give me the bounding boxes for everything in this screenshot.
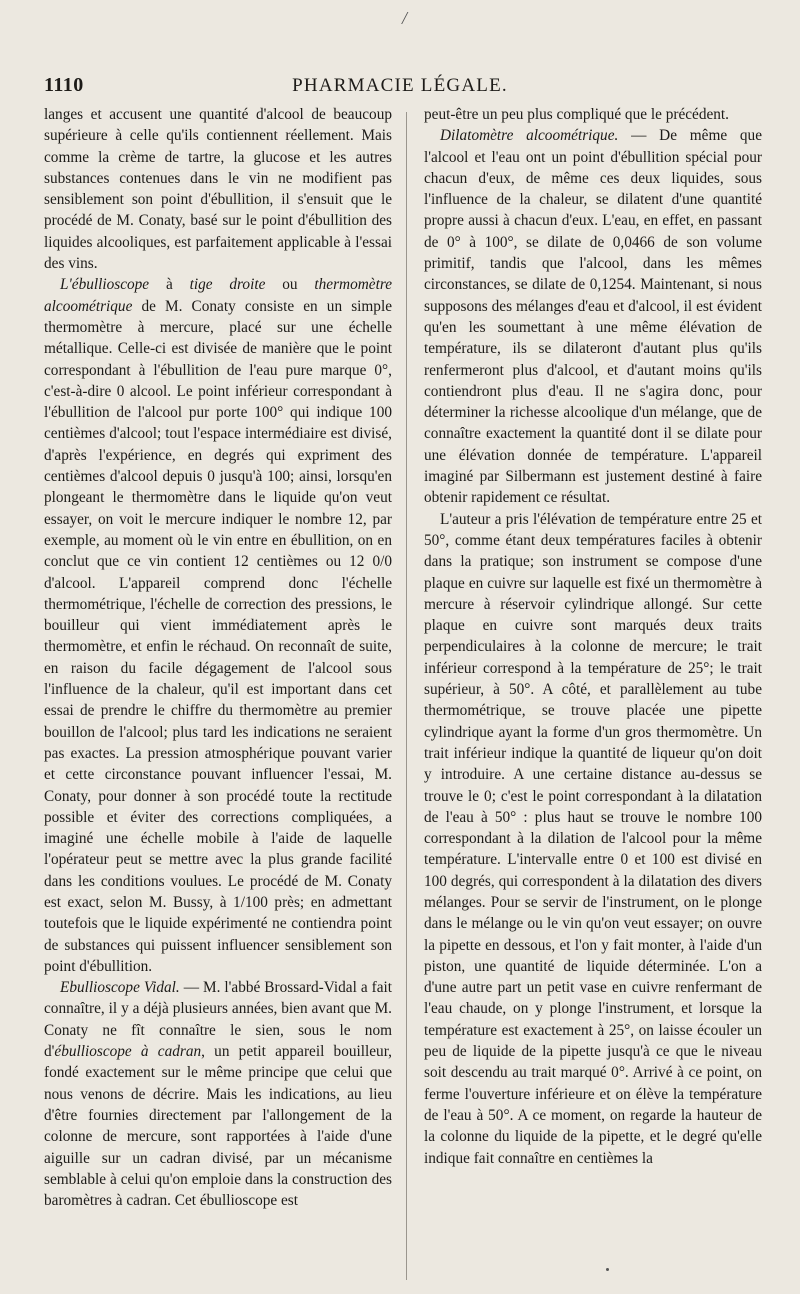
section-heading-ebullioscope-vidal: Ebullioscope Vidal.	[60, 979, 180, 997]
right-paragraph-2: Dilatomètre alcoométrique. — De même que l'alcool et l'eau ont un point d'ébullition spécial pour chacun d'eux, de même ces deux liquides, sous l'influence de la chaleur, se dilatent d'une quantité propre aussi à chacun d'eux. L'eau, en effet, en passant de 0° à 100°, se dilate de 0,0466 de son volume primitif, tandis que l'alcool, dans les mêmes circonstances, se dilate de 0,1254. Maintenant, si nous supposons des mélanges d'eau et d'alcool, il est évident qu'en les soumettant à une même élévation de température, ils se dilateront d'autant plus qu'ils renfermeront plus d'alcool, et d'autant moins qu'ils contiendront plus d'eau. Il ne s'agira donc, pour déterminer la richesse alcoolique d'un mélange, que de connaître exactement la quantité dont il se dilate pour une élévation donnée de température. L'appareil imaginé par Silbermann est justement destiné à faire obtenir rapidement ce résultat.	[424, 127, 762, 507]
right-column	[424, 104, 762, 1280]
term-thermometre-alcoometrique: thermomètre alcoométrique	[44, 276, 392, 315]
top-pen-mark: /	[402, 8, 408, 28]
left-column	[44, 104, 392, 1280]
term-ebullioscope: L'ébullioscope	[60, 276, 150, 294]
running-title: PHARMACIE LÉGALE.	[292, 75, 508, 96]
print-speck	[606, 1268, 609, 1271]
column-divider	[406, 112, 407, 1280]
term-tige-droite: tige droite	[189, 276, 266, 294]
left-paragraph-2: L'ébullioscope à tige droite ou thermomètre alcoométrique de M. Conaty consiste en un simple thermomètre à mercure, placé sur une échelle métallique. Celle-ci est divisée de manière que le point correspondant à l'ébullition de l'eau pure marque 0°, c'est-à-dire 0 alcool. Le point inférieur correspondant à l'ébullition de l'alcool pur porte 100° qui indique 100 centièmes d'alcool; tout l'espace intermédiaire est divisé, d'après l'expérience, en degrés qui expriment des centièmes d'alcool depuis 0 jusqu'à 100; ainsi, lorsqu'en plongeant le thermomètre dans le liquide qu'on veut essayer, on voit le mercure indiquer le nombre 12, par exemple, au moment où le vin entre en ébullition, on en conclut que ce vin contient 12 centièmes ou 12 0/0 d'alcool. L'appareil comprend donc l'échelle thermométrique, l'échelle de correction des pressions, le bouilleur qui vient immédiatement après le thermomètre, et enfin le réchaud. On reconnaît de suite, en raison du facile dégagement de l'alcool sous l'influence de la chaleur, qu'il est important dans cet essai de prendre le chiffre du thermomètre au premier bouillon de l'alcool; plus tard les indications ne seraient pas exactes. La pression atmosphérique pouvant varier et cette circonstance pouvant influencer l'essai, M. Conaty, pour donner à son procédé toute la rectitude possible et éviter des corrections compliquées, a imaginé une échelle mobile à l'aide de laquelle l'opérateur peut se mettre avec la plus grande facilité dans les conditions voulues. Le procédé de M. Conaty est exact, selon M. Bussy, à 1/100 près; en admettant toutefois que le liquide expérimenté ne contiendra point de substances qui puissent influencer sensiblement son point d'ébullition.	[44, 276, 392, 975]
page-header	[44, 74, 756, 102]
right-paragraph-1: peut-être un peu plus compliqué que le précédent.	[424, 106, 729, 123]
left-paragraph-3: Ebullioscope Vidal. — M. l'abbé Brossard-Vidal a fait connaître, il y a déjà plusieurs années, bien avant que M. Conaty ne fît connaître le sien, sous le nom d'ébullioscope à cadran, un petit appareil bouilleur, fondé exactement sur le même principe que celui que nous venons de décrire. Mais les indications, au lieu d'être fournies directement par l'allongement de la colonne de mercure, sont rapportées à l'aide d'une aiguille sur un cadran divisé, par un mécanisme semblable à celui qu'on emploie dans la construction des baromètres à cadran. Cet ébullioscope est	[44, 979, 392, 1210]
right-paragraph-3: L'auteur a pris l'élévation de température entre 25 et 50°, comme étant deux températures faciles à obtenir dans la pratique; son instrument se compose d'une plaque en cuivre sur laquelle est fixé un thermomètre à mercure à réservoir cylindrique allongé. Sur cette plaque en cuivre sont marqués deux traits perpendiculaires à la colonne de mercure; le trait inférieur correspond à la température de 25°; le trait supérieur, à 50°. A côté, et parallèlement au tube thermométrique, se trouve placée une pipette cylindrique ayant la forme d'un gros thermomètre. Un trait inférieur indique la quantité de liqueur qu'on doit y introduire. A une certaine distance au-dessus se trouve le 0; c'est le point correspondant à la dilatation de l'eau à 50° : plus haut se trouve le nombre 100 correspondant à la dilation de l'alcool pour la même température. L'intervalle entre 0 et 100 est divisé en 100 degrés, qui correspondent à la dilatation des divers mélanges. Pour se servir de l'instrument, on le plonge dans le mélange ou le vin qu'on veut essayer; on ouvre la pipette en dessous, et l'on y fait monter, à l'aide d'un piston, une quantité de liquide déterminée. L'on a d'une autre part un petit vase en cuivre renfermant de l'eau chaude, on y plonge l'instrument, et lorsque la température est exactement à 25°, on laisse écouler un peu de liquide de la pipette jusqu'à ce que le niveau soit descendu au trait marqué 0°. Arrivé à ce point, on ferme l'ouverture inférieure et on élève la température de l'eau à 50°. A ce moment, on regarde la hauteur de la colonne du liquide de la pipette, et le degré qu'elle indique fait connaître en centièmes la	[424, 510, 762, 1167]
section-heading-dilatometre: Dilatomètre alcoométrique.	[440, 127, 619, 145]
page-number: 1110	[44, 74, 84, 96]
left-paragraph-1: langes et accusent une quantité d'alcool de beaucoup supérieure à celle qu'ils contiennent réellement. Mais comme la crème de tartre, la glucose et les autres substances contenues dans le vin ne modifient pas sensiblement son point d'ébullition, il s'ensuit que le procédé de M. Conaty, basé sur le point d'ébullition des liquides alcooliques, est parfaitement applicable à l'essai des vins.	[44, 106, 392, 273]
term-ebullioscope-a-cadran: ébullioscope à cadran	[54, 1043, 202, 1061]
